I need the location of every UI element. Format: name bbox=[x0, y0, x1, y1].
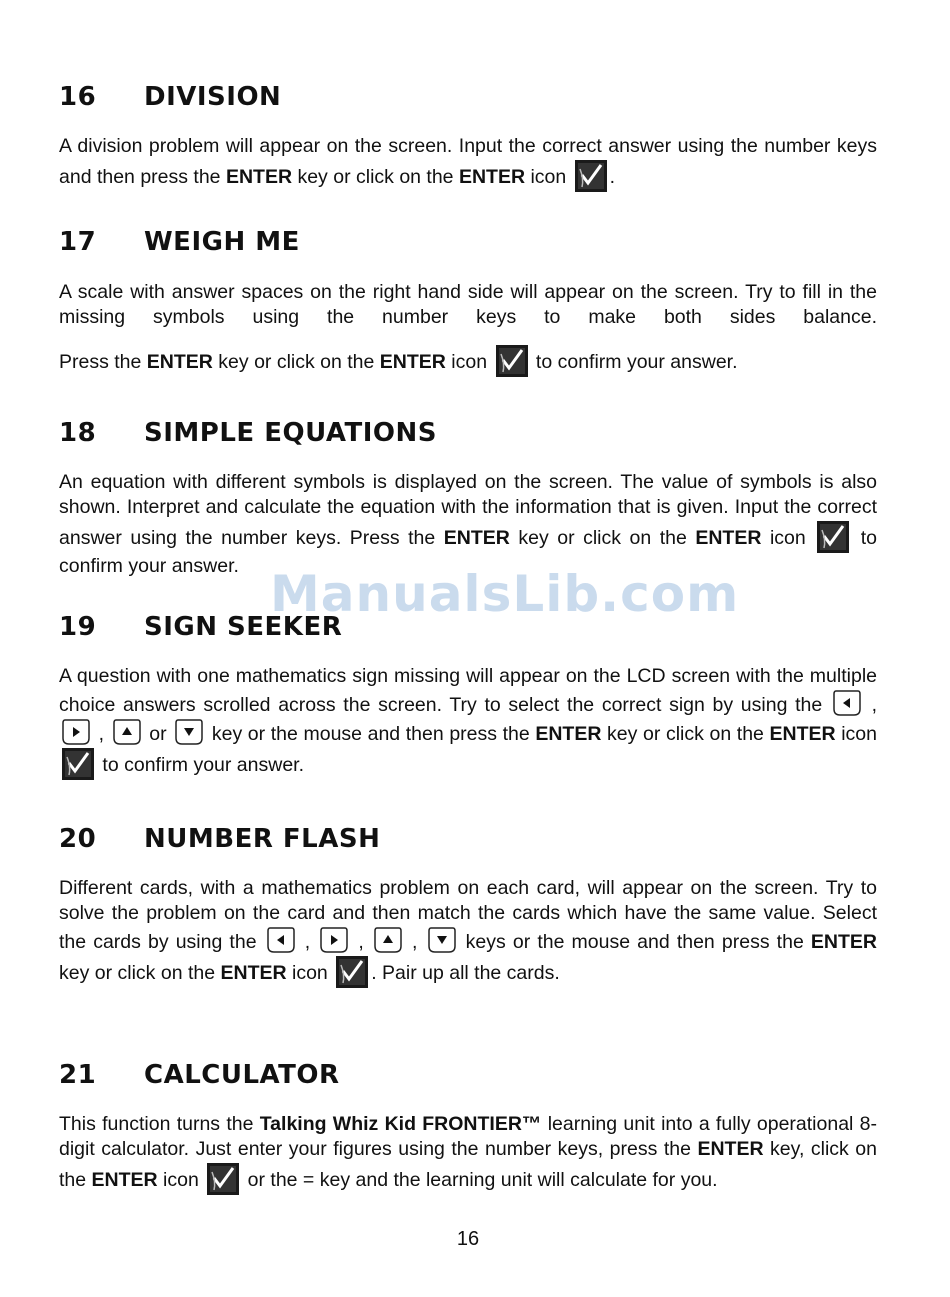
down-arrow-key-icon bbox=[174, 718, 204, 746]
section-body: An equation with different symbols is displayed on the screen. The value of symbols is also shown. Interpret and calculate the equation with the information that is given. Input the correct answer using the number keys. Press the ENTER key or click on the ENTER icon to confirm your answer. bbox=[59, 471, 878, 577]
page-number: 16 bbox=[456, 1228, 480, 1250]
down-arrow-key-icon bbox=[427, 926, 457, 954]
section-heading bbox=[59, 80, 877, 114]
enter-check-icon bbox=[61, 747, 95, 781]
section-heading bbox=[59, 1058, 877, 1092]
up-arrow-key-icon bbox=[373, 926, 403, 954]
enter-check-icon bbox=[335, 955, 369, 989]
section-body: A question with one mathematics sign missing will appear on the LCD screen with the multiple choice answers scrolled across the screen. Try to select the correct sign by using the , , or key or the mouse and then press the ENTER key or click on the ENTER icon to confirm your answer. bbox=[59, 664, 877, 781]
right-arrow-key-icon bbox=[319, 926, 349, 954]
section-title: SIGN SEEKER bbox=[144, 612, 343, 642]
enter-check-icon bbox=[574, 159, 608, 193]
section-number: 18 bbox=[59, 418, 97, 448]
section-title: WEIGH ME bbox=[144, 227, 300, 257]
section-body: A scale with answer spaces on the right hand side will appear on the screen. Try to fill in the missing symbols using the number keys to make both sides balance. bbox=[59, 281, 877, 328]
enter-check-icon bbox=[495, 344, 529, 378]
section-title: CALCULATOR bbox=[144, 1060, 340, 1090]
right-arrow-key-icon bbox=[61, 718, 91, 746]
section-division bbox=[59, 80, 877, 193]
section-number: 19 bbox=[59, 612, 97, 642]
section-calculator bbox=[59, 1058, 877, 1196]
section-number: 21 bbox=[59, 1060, 97, 1090]
section-number: 20 bbox=[59, 824, 97, 854]
section-sign-seeker bbox=[59, 610, 877, 781]
left-arrow-key-icon bbox=[266, 926, 296, 954]
section-title: SIMPLE EQUATIONS bbox=[144, 418, 437, 448]
section-weigh-me bbox=[59, 225, 877, 378]
section-body: A division problem will appear on the screen. Input the correct answer using the number keys and then press the ENTER key or click on the ENTER icon . bbox=[59, 134, 877, 193]
section-body: Different cards, with a mathematics problem on each card, will appear on the screen. Try to solve the problem on the card and then match the cards which have the same value. Select the cards by using the , , , keys or the mouse and then press the ENTER key or click on the ENTER icon . Pair up all the cards. bbox=[59, 876, 877, 989]
section-number: 17 bbox=[59, 227, 97, 257]
section-heading bbox=[59, 822, 877, 856]
section-title: NUMBER FLASH bbox=[144, 824, 381, 854]
left-arrow-key-icon bbox=[832, 689, 862, 717]
section-heading bbox=[59, 225, 877, 259]
section-heading bbox=[59, 416, 877, 450]
up-arrow-key-icon bbox=[112, 718, 142, 746]
section-number: 16 bbox=[59, 82, 97, 112]
watermark: ManualsLib.com bbox=[270, 565, 740, 623]
enter-check-icon bbox=[206, 1162, 240, 1196]
section-body-confirm: Press the ENTER key or click on the ENTER icon to confirm your answer. bbox=[59, 344, 877, 378]
enter-check-icon bbox=[816, 520, 850, 554]
section-number-flash bbox=[59, 822, 877, 989]
section-simple-equations bbox=[59, 416, 877, 579]
section-body: This function turns the Talking Whiz Kid FRONTIER™ learning unit into a fully operational 8-digit calculator. Just enter your figures using the number keys, press the ENTER key, click on the ENTER icon or the = key and the learning unit will calculate for you. bbox=[59, 1112, 877, 1196]
section-title: DIVISION bbox=[144, 82, 282, 112]
